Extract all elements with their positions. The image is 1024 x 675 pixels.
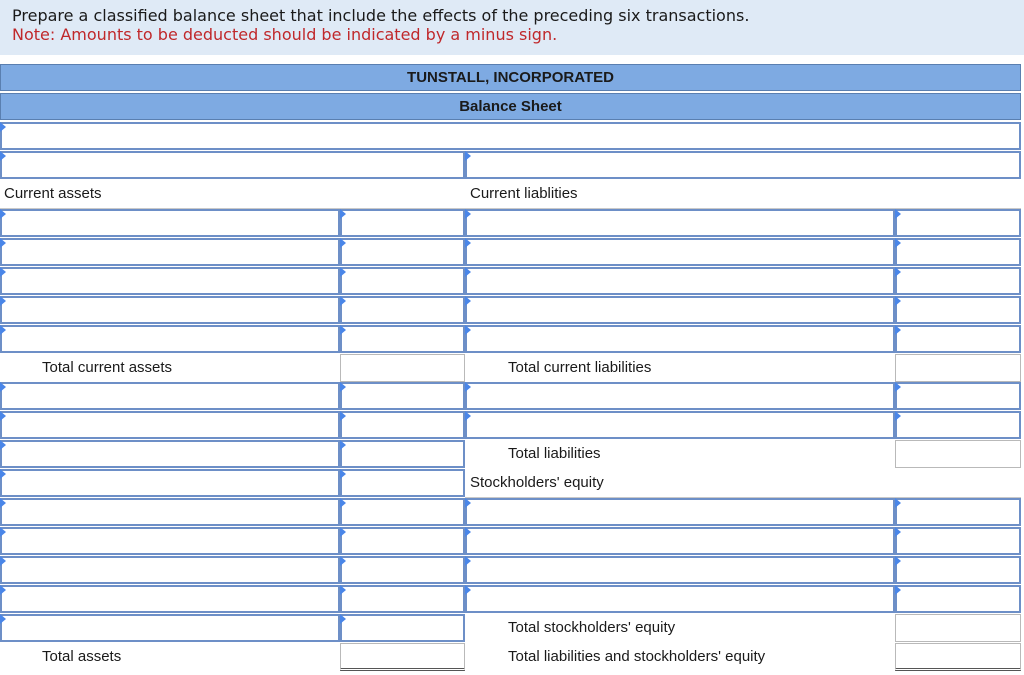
asset-account-input-cell — [0, 556, 340, 584]
dropdown-marker-icon — [895, 585, 901, 595]
asset-amount-input[interactable] — [340, 527, 465, 555]
asset-amount-input-cell — [340, 209, 465, 237]
dropdown-marker-icon — [0, 238, 6, 248]
asset-account-input[interactable] — [0, 585, 340, 613]
liability-account-input-cell — [465, 325, 895, 353]
equity-account-input-cell — [465, 585, 895, 613]
dropdown-marker-icon — [465, 209, 471, 219]
total-current-assets-amount[interactable] — [340, 354, 465, 382]
dropdown-marker-icon — [465, 238, 471, 248]
liability-account-input[interactable] — [465, 209, 895, 237]
dropdown-marker-icon — [340, 382, 346, 392]
liability-account-input-cell — [465, 267, 895, 295]
liability-amount-input[interactable] — [895, 325, 1021, 353]
dropdown-marker-icon — [0, 209, 6, 219]
total-current-liabilities-amount[interactable] — [895, 354, 1021, 382]
dropdown-marker-icon — [895, 267, 901, 277]
asset-account-input-cell — [0, 527, 340, 555]
total-stockholders-equity-label: Total stockholders' equity — [508, 619, 676, 636]
dropdown-marker-icon — [465, 325, 471, 335]
asset-account-input-cell — [0, 440, 340, 468]
dropdown-marker-icon — [465, 296, 471, 306]
total-liabilities-amount[interactable] — [895, 440, 1021, 468]
asset-account-input-cell — [0, 325, 340, 353]
dropdown-marker-icon — [340, 585, 346, 595]
equity-account-input-cell — [465, 527, 895, 555]
asset-amount-input[interactable] — [340, 556, 465, 584]
date-line-input-left-cell — [0, 151, 465, 179]
asset-amount-input-cell — [340, 296, 465, 324]
dropdown-marker-icon — [0, 527, 6, 537]
dropdown-marker-icon — [0, 498, 6, 508]
total-liabilities-label: Total liabilities — [508, 445, 601, 462]
dropdown-marker-icon — [340, 296, 346, 306]
dropdown-marker-icon — [895, 296, 901, 306]
instructions-panel — [0, 0, 1024, 55]
stockholders-equity-label: Stockholders' equity — [470, 474, 604, 491]
dropdown-marker-icon — [0, 585, 6, 595]
dropdown-marker-icon — [340, 267, 346, 277]
dropdown-marker-icon — [465, 411, 471, 421]
asset-account-input[interactable] — [0, 614, 340, 642]
equity-account-input[interactable] — [465, 527, 895, 555]
asset-account-input[interactable] — [0, 411, 340, 439]
liability-amount-input[interactable] — [895, 411, 1021, 439]
dropdown-marker-icon — [465, 382, 471, 392]
dropdown-marker-icon — [0, 614, 6, 624]
asset-account-input-cell — [0, 585, 340, 613]
asset-amount-input-cell — [340, 469, 465, 497]
asset-account-input-cell — [0, 411, 340, 439]
liability-amount-input[interactable] — [895, 382, 1021, 410]
asset-amount-input[interactable] — [340, 325, 465, 353]
asset-amount-input[interactable] — [340, 614, 465, 642]
dropdown-marker-icon — [340, 209, 346, 219]
equity-account-input-cell — [465, 556, 895, 584]
dropdown-marker-icon — [895, 498, 901, 508]
dropdown-marker-icon — [465, 585, 471, 595]
dropdown-marker-icon — [0, 325, 6, 335]
liability-amount-input-cell — [895, 209, 1021, 237]
liability-account-input-cell — [465, 411, 895, 439]
asset-account-input-cell — [0, 238, 340, 266]
dropdown-marker-icon — [340, 238, 346, 248]
total-liabilities-and-equity-label: Total liabilities and stockholders' equity — [508, 648, 766, 665]
asset-account-input-cell — [0, 614, 340, 642]
asset-amount-input-cell — [340, 440, 465, 468]
liability-amount-input-cell — [895, 296, 1021, 324]
asset-account-input[interactable] — [0, 382, 340, 410]
dropdown-marker-icon — [340, 527, 346, 537]
asset-amount-input-cell — [340, 498, 465, 526]
liability-account-input-cell — [465, 296, 895, 324]
dropdown-marker-icon — [0, 382, 6, 392]
date-line-input-left[interactable] — [0, 151, 465, 179]
asset-amount-input-cell — [340, 238, 465, 266]
equity-account-input[interactable] — [465, 556, 895, 584]
dropdown-marker-icon — [0, 296, 6, 306]
dropdown-marker-icon — [895, 527, 901, 537]
liability-amount-input[interactable] — [895, 267, 1021, 295]
dropdown-marker-icon — [895, 411, 901, 421]
dropdown-marker-icon — [340, 469, 346, 479]
asset-account-input[interactable] — [0, 556, 340, 584]
asset-account-input[interactable] — [0, 238, 340, 266]
dropdown-marker-icon — [0, 440, 6, 450]
liability-account-input-cell — [465, 209, 895, 237]
equity-amount-input-cell — [895, 556, 1021, 584]
equity-amount-input-cell — [895, 585, 1021, 613]
liability-account-input[interactable] — [465, 411, 895, 439]
date-line-input-right-cell — [465, 151, 1021, 179]
asset-account-input[interactable] — [0, 209, 340, 237]
dropdown-marker-icon — [340, 411, 346, 421]
asset-account-input[interactable] — [0, 469, 340, 497]
asset-account-input[interactable] — [0, 440, 340, 468]
dropdown-marker-icon — [895, 382, 901, 392]
asset-account-input-cell — [0, 469, 340, 497]
asset-amount-input-cell — [340, 556, 465, 584]
statement-title-header: Balance Sheet — [0, 93, 1021, 120]
current-assets-label: Current assets — [4, 185, 102, 202]
total-current-liabilities-label: Total current liabilities — [508, 359, 652, 376]
equity-amount-input[interactable] — [895, 527, 1021, 555]
dropdown-marker-icon — [895, 209, 901, 219]
asset-amount-input[interactable] — [340, 585, 465, 613]
liability-account-input[interactable] — [465, 325, 895, 353]
asset-amount-input-cell — [340, 585, 465, 613]
liability-amount-input-cell — [895, 325, 1021, 353]
total-stockholders-equity-amount[interactable] — [895, 614, 1021, 642]
dropdown-marker-icon — [340, 440, 346, 450]
asset-amount-input-cell — [340, 614, 465, 642]
dropdown-marker-icon — [895, 556, 901, 566]
equity-amount-input-cell — [895, 527, 1021, 555]
asset-account-input[interactable] — [0, 296, 340, 324]
asset-account-input-cell — [0, 296, 340, 324]
dropdown-marker-icon — [0, 469, 6, 479]
liability-amount-input[interactable] — [895, 209, 1021, 237]
equity-account-input-cell — [465, 498, 895, 526]
asset-amount-input-cell — [340, 267, 465, 295]
liability-amount-input[interactable] — [895, 296, 1021, 324]
company-name-header: TUNSTALL, INCORPORATED — [0, 64, 1021, 91]
liability-amount-input-cell — [895, 238, 1021, 266]
equity-amount-input[interactable] — [895, 498, 1021, 526]
asset-amount-input[interactable] — [340, 209, 465, 237]
liability-amount-input-cell — [895, 267, 1021, 295]
asset-account-input[interactable] — [0, 325, 340, 353]
asset-amount-input-cell — [340, 411, 465, 439]
liability-amount-input-cell — [895, 411, 1021, 439]
dropdown-marker-icon — [0, 122, 6, 132]
dropdown-marker-icon — [465, 151, 471, 161]
dropdown-marker-icon — [340, 498, 346, 508]
heading-line-input[interactable] — [0, 122, 1021, 150]
dropdown-marker-icon — [465, 527, 471, 537]
asset-amount-input[interactable] — [340, 238, 465, 266]
dropdown-marker-icon — [340, 556, 346, 566]
liability-account-input-cell — [465, 238, 895, 266]
asset-amount-input[interactable] — [340, 296, 465, 324]
equity-account-input[interactable] — [465, 498, 895, 526]
dropdown-marker-icon — [895, 325, 901, 335]
asset-amount-input[interactable] — [340, 267, 465, 295]
liability-account-input[interactable] — [465, 382, 895, 410]
dropdown-marker-icon — [465, 556, 471, 566]
dropdown-marker-icon — [0, 556, 6, 566]
asset-amount-input-cell — [340, 527, 465, 555]
equity-amount-input[interactable] — [895, 556, 1021, 584]
total-current-assets-label: Total current assets — [42, 359, 173, 376]
dropdown-marker-icon — [465, 267, 471, 277]
asset-amount-input-cell — [340, 382, 465, 410]
asset-amount-input[interactable] — [340, 411, 465, 439]
asset-account-input[interactable] — [0, 267, 340, 295]
asset-account-input-cell — [0, 382, 340, 410]
total-assets-amount[interactable] — [340, 643, 465, 671]
date-line-input-right[interactable] — [465, 151, 1021, 179]
heading-line-input-cell — [0, 122, 1021, 150]
dropdown-marker-icon — [0, 411, 6, 421]
liability-account-input[interactable] — [465, 296, 895, 324]
dropdown-marker-icon — [0, 151, 6, 161]
total-assets-label: Total assets — [42, 648, 122, 665]
asset-account-input[interactable] — [0, 527, 340, 555]
asset-amount-input[interactable] — [340, 440, 465, 468]
dropdown-marker-icon — [465, 498, 471, 508]
asset-amount-input[interactable] — [340, 469, 465, 497]
dropdown-marker-icon — [340, 325, 346, 335]
instruction-note: Note: Amounts to be deducted should be indicated by a minus sign. — [12, 25, 558, 44]
dropdown-marker-icon — [0, 267, 6, 277]
asset-account-input-cell — [0, 209, 340, 237]
liability-amount-input[interactable] — [895, 238, 1021, 266]
total-liabilities-and-equity-amount[interactable] — [895, 643, 1021, 671]
equity-amount-input-cell — [895, 498, 1021, 526]
liability-account-input[interactable] — [465, 267, 895, 295]
asset-amount-input[interactable] — [340, 382, 465, 410]
equity-account-input[interactable] — [465, 585, 895, 613]
instruction-text: Prepare a classified balance sheet that include the effects of the preceding six transactions. — [12, 6, 750, 25]
liability-account-input[interactable] — [465, 238, 895, 266]
asset-amount-input-cell — [340, 325, 465, 353]
dropdown-marker-icon — [340, 614, 346, 624]
asset-account-input[interactable] — [0, 498, 340, 526]
dropdown-marker-icon — [895, 238, 901, 248]
liability-amount-input-cell — [895, 382, 1021, 410]
asset-account-input-cell — [0, 267, 340, 295]
equity-amount-input[interactable] — [895, 585, 1021, 613]
liability-account-input-cell — [465, 382, 895, 410]
asset-account-input-cell — [0, 498, 340, 526]
asset-amount-input[interactable] — [340, 498, 465, 526]
current-liabilities-label: Current liablities — [470, 185, 578, 202]
